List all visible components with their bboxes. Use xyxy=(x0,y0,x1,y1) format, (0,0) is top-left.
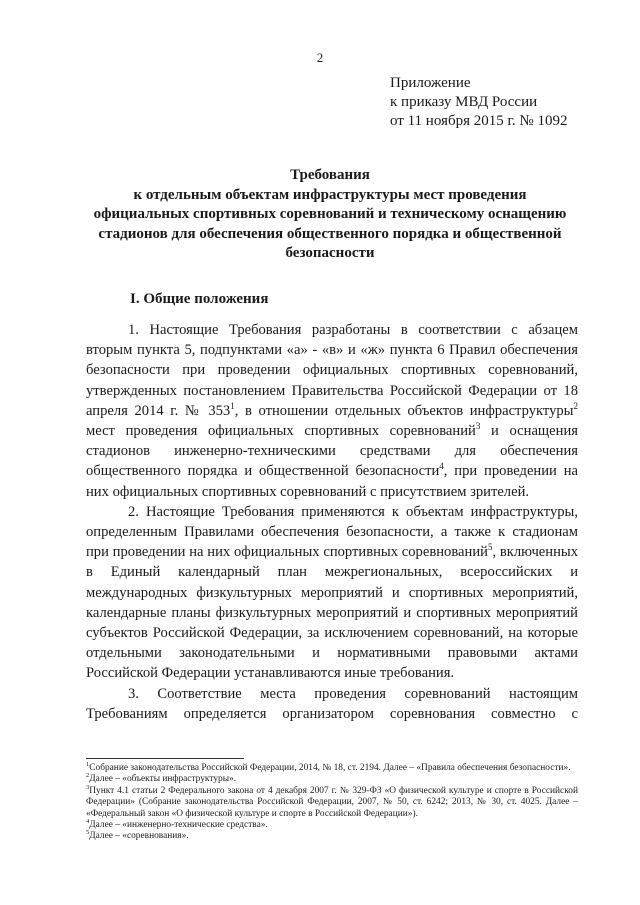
footnote-5-text: Далее – «соревнования». xyxy=(89,831,189,842)
paragraph-1 xyxy=(86,320,578,502)
title-line-3: официальных спортивных соревнований и техническому оснащению xyxy=(93,206,567,222)
footnote-ref-1: 1 xyxy=(230,400,235,411)
footnote-4-number: 4 xyxy=(86,817,90,825)
appendix-line-2: к приказу МВД России xyxy=(390,94,538,110)
footnote-2-text: Далее – «объекты инфраструктуры». xyxy=(89,774,237,785)
appendix-line-1: Приложение xyxy=(390,75,471,91)
footnote-2-number: 2 xyxy=(86,772,90,780)
footnote-1-text: Собрание законодательства Российской Федерации, 2014, № 18, ст. 2194. Далее – «Правила обеспечения безопасности». xyxy=(89,763,571,773)
footnote-3-number: 3 xyxy=(86,783,90,791)
footnote-1 xyxy=(86,760,578,774)
title-line-4: стадионов для обеспечения общественного порядка и общественной xyxy=(98,225,562,242)
document-title xyxy=(60,166,600,264)
paragraph-1-text-a: 1. Настоящие Требования разработаны в соответствии с абзацем вторым пункта 5, подпунктами «а» - «в» и «ж» пункта 6 Правил обеспечения безопасности при проведении официальных спортивных соревнований, утвержденных постановлением Правительства Российской Федерации от 18 апреля 2014 г. № 353 xyxy=(86,322,578,419)
title-line-5: безопасности xyxy=(285,245,375,261)
footnote-3 xyxy=(86,783,578,820)
footnote-5 xyxy=(86,831,578,842)
footnote-ref-3: 3 xyxy=(475,421,481,432)
body-text xyxy=(86,320,578,724)
paragraph-3: 3. Соответствие места проведения соревнований настоящим Требованиям определяется организатором соревнования совместно с xyxy=(86,685,578,722)
appendix-line-3: от 11 ноября 2015 г. № 1092 xyxy=(390,113,568,129)
footnote-3-text: Пункт 4.1 статьи 2 Федерального закона от 4 декабря 2007 г. № 329-ФЗ «О физической культуре и спорте в Российской Федерации» (Собрание законодательства Российской Федерации, 2007, № 50, ст. 6242; 2013, № 30, ст. 4025. Далее – «Федеральный закон «О физической культуре и спорте в Российской Федерации»). xyxy=(86,785,578,819)
paragraph-2 xyxy=(86,502,578,684)
footnote-4-text: Далее – «инженерно-технические средства». xyxy=(89,820,268,831)
footnote-1-number: 1 xyxy=(86,760,90,768)
footnote-5-number: 5 xyxy=(86,829,90,837)
title-line-1: Требования xyxy=(290,167,370,183)
footnote-4 xyxy=(86,817,578,831)
title-line-2: к отдельным объектам инфраструктуры мест проведения xyxy=(133,186,527,203)
footnotes xyxy=(86,760,578,843)
paragraph-1-text-e: , при проведении на них официальных спортивных соревнований с присутствием зрителей. xyxy=(86,463,578,500)
paragraph-1-text-b: , в отношении отдельных объектов инфраструктуры xyxy=(234,402,574,419)
footnote-ref-4: 4 xyxy=(439,461,444,472)
paragraph-2-text-b: , включенных в Единый календарный план межрегиональных, всероссийских и международных физкультурных мероприятий и спортивных мероприятий, календарные планы физкультурных мероприятий и спортивных мероприятий субъектов Российской Федерации, за исключением соревнований, на которые отдельными законодательными и нормативными правовыми актами Российской Федерации устанавливаются иные требования. xyxy=(86,544,578,682)
paragraph-2-text-a: 2. Настоящие Требования применяются к объектам инфраструктуры, определенным Правилами обеспечения безопасности, а также к стадионам при проведении на них официальных спортивных соревнований xyxy=(86,503,578,561)
section-heading: I. Общие положения xyxy=(130,291,269,307)
footnote-divider xyxy=(86,758,244,759)
paragraph-1-text-d: и оснащения стадионов инженерно-техническими средствами для обеспечения общественного порядка и общественной безопасности xyxy=(86,423,578,480)
paragraph-1-text-c: мест проведения официальных спортивных соревнований xyxy=(86,423,476,440)
appendix-note xyxy=(390,74,568,131)
footnote-ref-5: 5 xyxy=(487,542,493,553)
footnote-2 xyxy=(86,774,578,785)
page-number: 2 xyxy=(316,50,324,65)
footnote-ref-2: 2 xyxy=(573,400,578,411)
